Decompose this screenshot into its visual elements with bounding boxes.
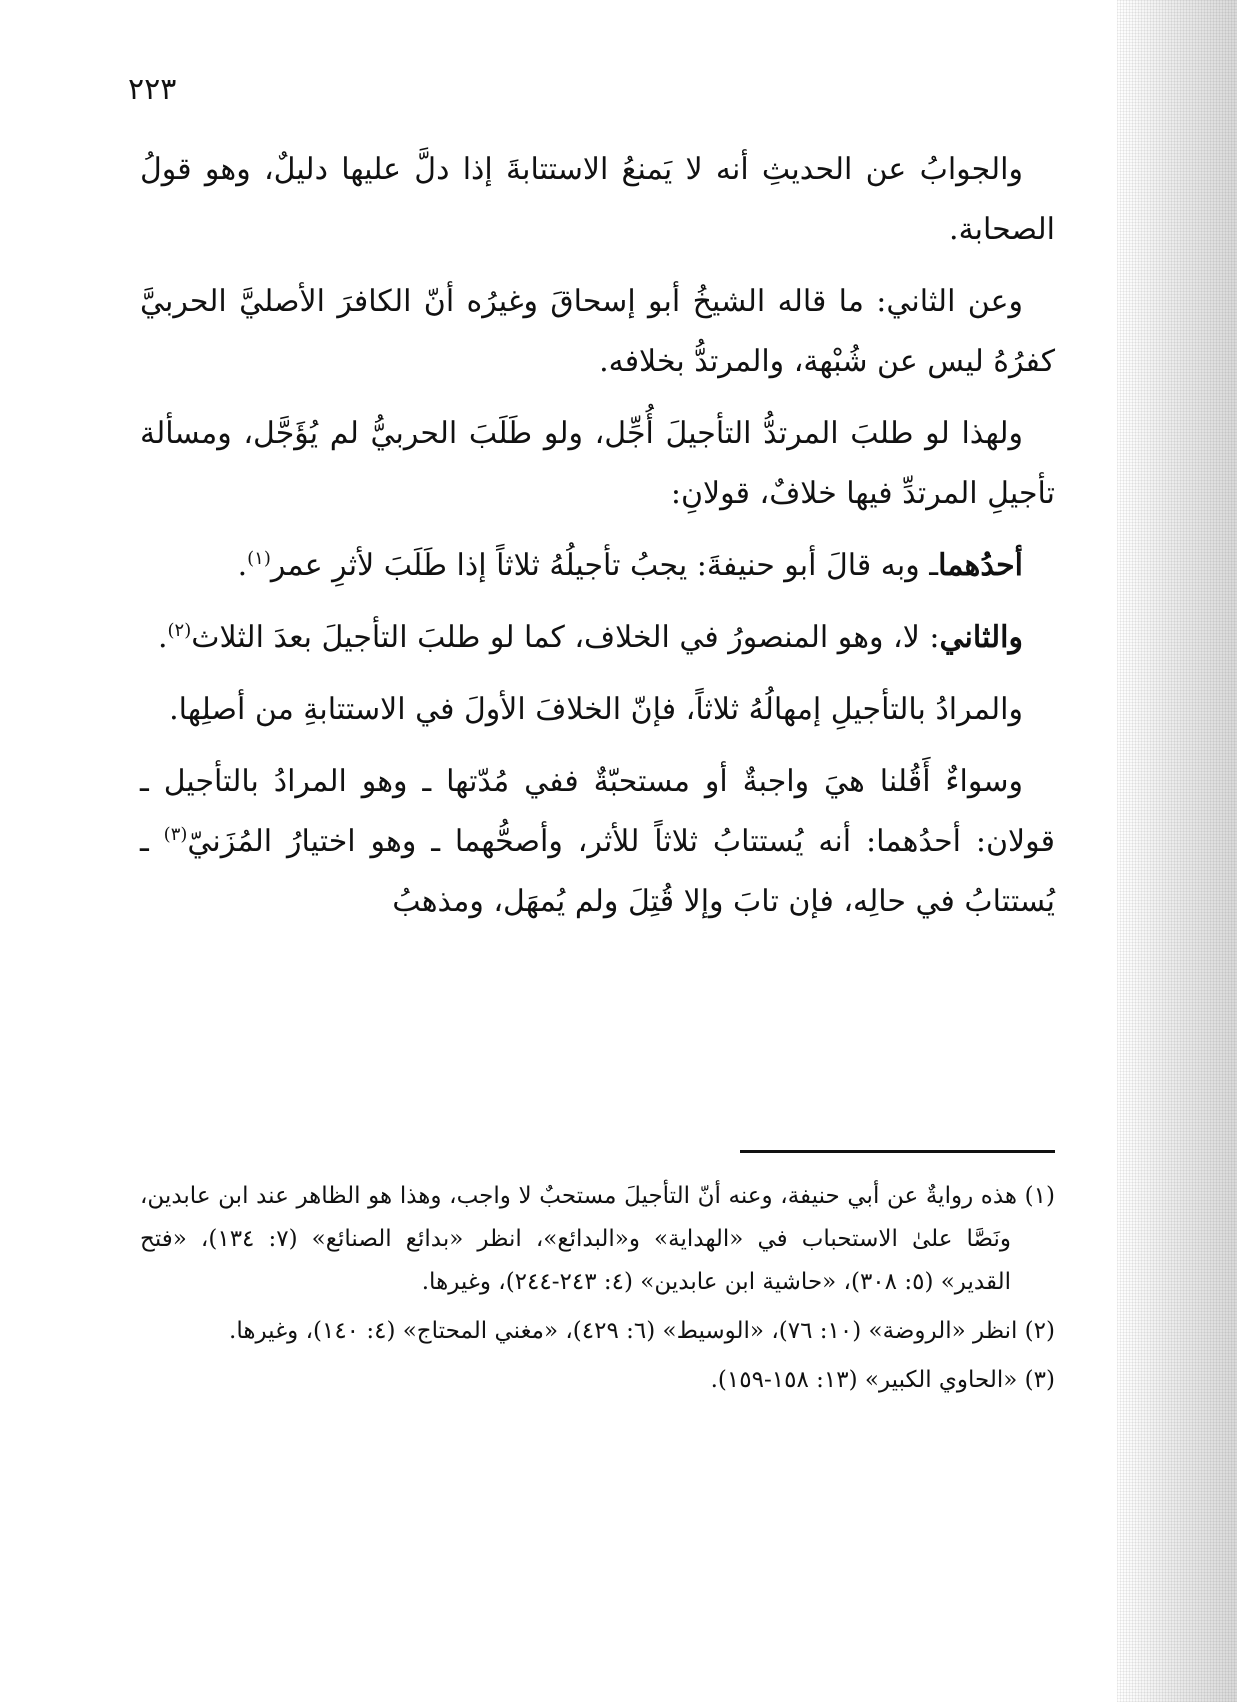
footnote-ref[interactable]: (١) <box>247 548 271 569</box>
footnote: (٣) «الحاوي الكبير» (١٣: ١٥٨-١٥٩). <box>710 1367 1055 1393</box>
paragraph-text: ـ وبه قالَ أبو حنيفةَ: يجبُ تأجيلُهُ ثلاثاً إذا طَلَبَ لأثرِ عمر <box>270 548 939 583</box>
paragraph-text: : لا، وهو المنصورُ في الخلاف، كما لو طلبَ التأجيلَ بعدَ الثلاث <box>191 620 940 655</box>
paragraph <box>140 680 1055 740</box>
footnote-ref[interactable]: (٢) <box>167 620 192 641</box>
paragraph-text: والمرادُ بالتأجيلِ إمهالُهُ ثلاثاً، فإنّ الخلافَ الأولَ في الاستتابةِ من أصلِها. <box>169 692 1023 727</box>
paragraph <box>140 272 1055 392</box>
paragraph-tail: . <box>237 548 248 583</box>
paragraph-text: والجوابُ عن الحديثِ أنه لا يَمنعُ الاستتابةَ إذا دلَّ عليها دليلٌ، وهو قولُ الصحابة. <box>140 152 1055 247</box>
footnote-divider <box>740 1150 1055 1153</box>
paragraph <box>140 608 1055 668</box>
paragraph <box>140 404 1055 524</box>
paragraph <box>140 536 1055 596</box>
footnote: (١) هذه روايةٌ عن أبي حنيفة، وعنه أنّ التأجيلَ مستحبٌ لا واجب، وهذا هو الظاهر عند ابن عابدين، ونَصَّا علىٰ الاستحباب في «الهداية» و«البدائع»، انظر «بدائع الصنائع» (٧: ١٣٤)، «فتح القدير» (٥: ٣٠٨)، «حاشية ابن عابدين» (٤: ٢٤٣-٢٤٤)، وغيرها. <box>140 1183 1055 1295</box>
page-number: ٢٢٣ <box>128 72 177 107</box>
footnote-ref[interactable]: (٣) <box>163 824 188 845</box>
paragraph-tail: . <box>157 620 168 655</box>
footnote: (٢) انظر «الروضة» (١٠: ٧٦)، «الوسيط» (٦: ٤٢٩)، «مغني المحتاج» (٤: ١٤٠)، وغيرها. <box>229 1318 1055 1344</box>
paragraph-text: وسواءٌ أَقُلنا هيَ واجبةٌ أو مستحبّةٌ ففي مُدّتها ـ وهو المرادُ بالتأجيل ـ قولان: أحدُهما: أنه يُستتابُ ثلاثاً للأثر، وأصحُّهما ـ وهو اختيارُ المُزَنيّ <box>140 764 1055 859</box>
paragraph-tail: ـ يُستتابُ في حالِه، فإن تابَ وإلا قُتِلَ ولم يُمهَل، ومذهبُ <box>140 824 1055 919</box>
paragraph-text: وعن الثاني: ما قاله الشيخُ أبو إسحاقَ وغيرُه أنّ الكافرَ الأصليَّ الحربيَّ كفرُهُ ليس عن شُبْهة، والمرتدُّ بخلافه. <box>140 284 1055 379</box>
footnotes <box>140 1175 1055 1408</box>
paragraph <box>140 752 1055 932</box>
paragraph-lead: والثاني <box>939 620 1023 655</box>
main-text <box>140 140 1055 944</box>
paragraph <box>140 140 1055 260</box>
paragraph-text: ولهذا لو طلبَ المرتدُّ التأجيلَ أُجِّل، ولو طَلَبَ الحربيُّ لم يُؤَجَّل، ومسألة تأجيلِ المرتدِّ فيها خلافٌ، قولانِ: <box>140 416 1055 511</box>
paragraph-lead: أحدُهما <box>938 548 1023 583</box>
